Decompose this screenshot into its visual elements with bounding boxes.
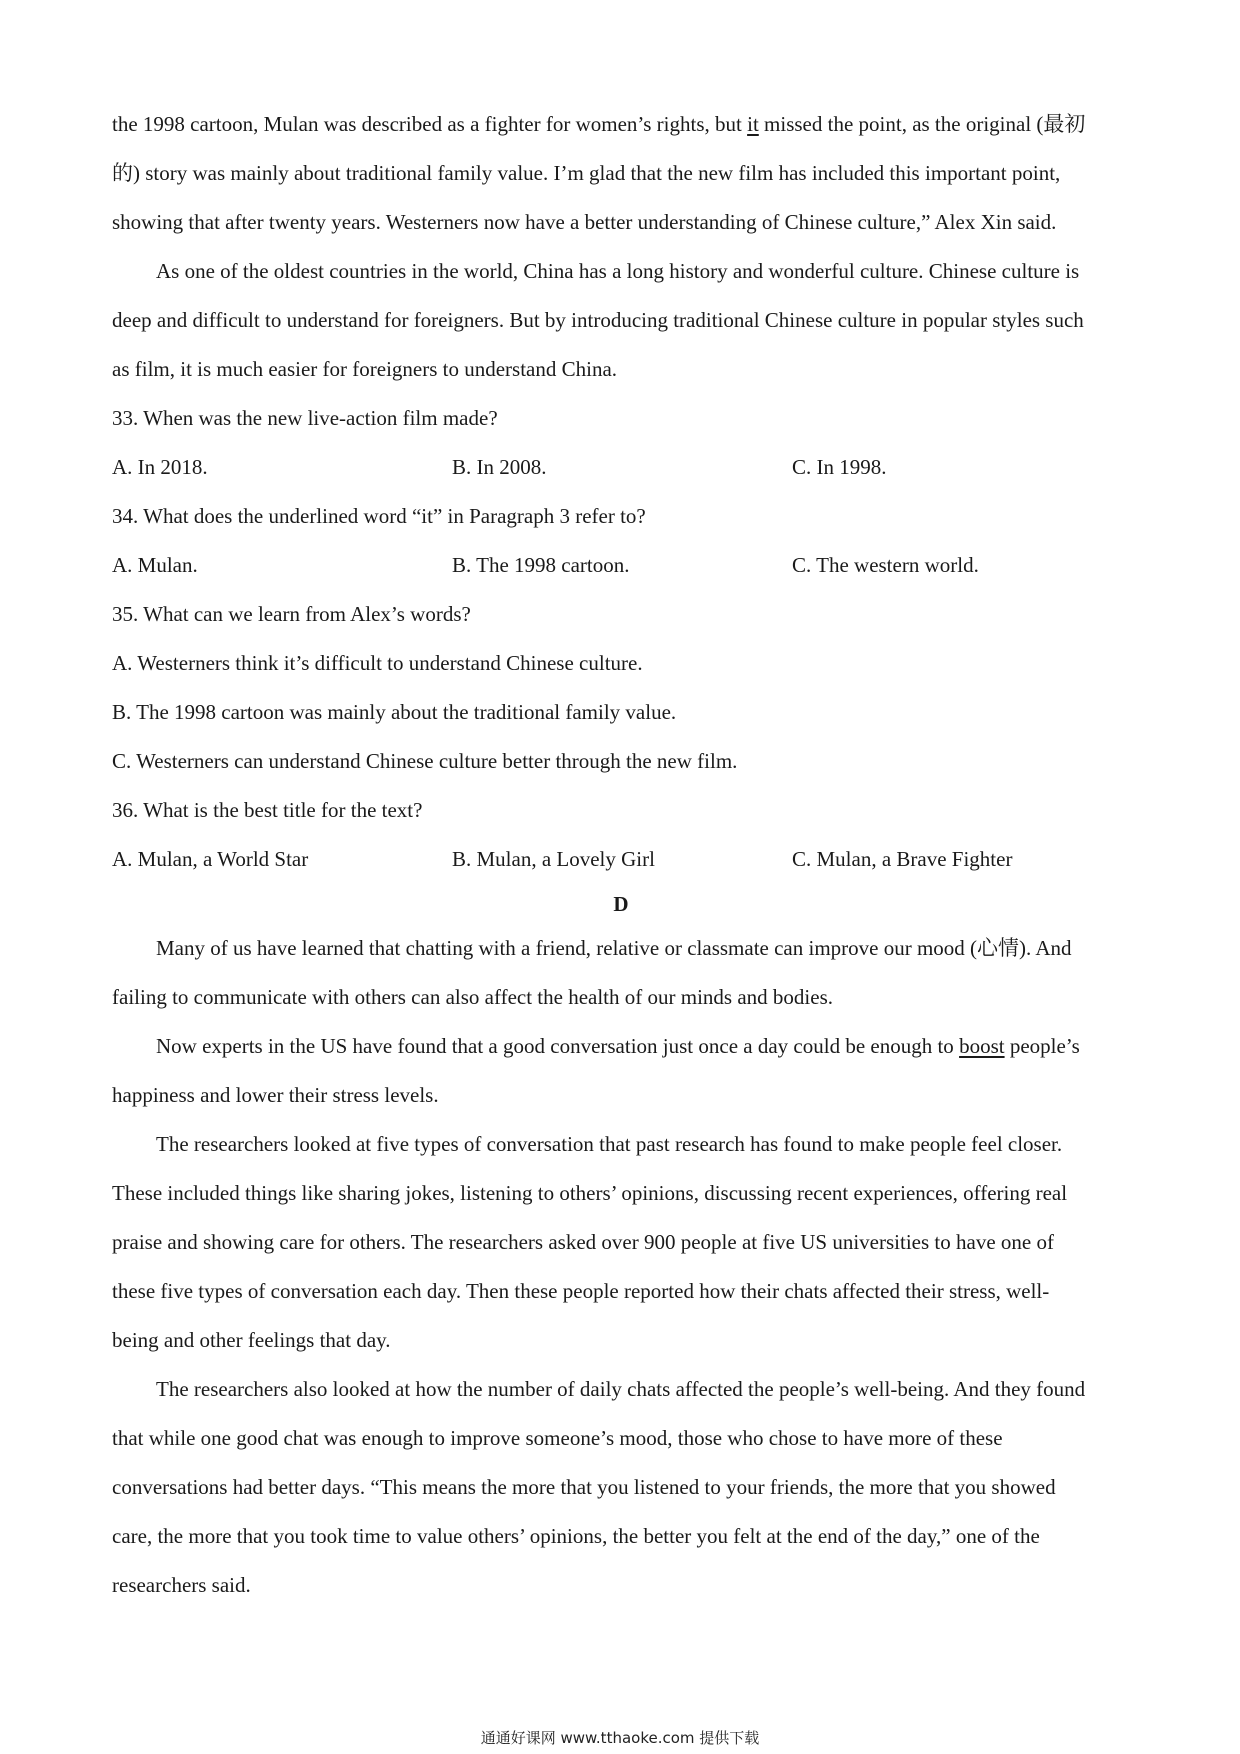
- option-b: B. Mulan, a Lovely Girl: [452, 847, 655, 871]
- passage-line: As one of the oldest countries in the world, China has a long history and wonderful culture. Chinese culture is: [156, 259, 1080, 283]
- option-a: A. Mulan.: [112, 553, 198, 577]
- page-content: [112, 100, 1130, 1610]
- passage-text: missed the point, as the original (最初: [758, 112, 1086, 136]
- option-c: C. The western world.: [792, 553, 979, 577]
- passage-text: the 1998 cartoon, Mulan was described as a fighter for women’s rights, but: [112, 112, 748, 136]
- passage-line: that while one good chat was enough to improve someone’s mood, those who chose to have more of these: [112, 1426, 1003, 1450]
- option-a: A. In 2018.: [112, 455, 208, 479]
- option-b: B. The 1998 cartoon was mainly about the traditional family value.: [112, 700, 677, 724]
- passage-line: as film, it is much easier for foreigners to understand China.: [112, 357, 618, 381]
- passage-line: these five types of conversation each day. Then these people reported how their chats affected their stress, well-: [112, 1279, 1050, 1303]
- underlined-word-it: it: [747, 112, 759, 136]
- passage-line: deep and difficult to understand for foreigners. But by introducing traditional Chinese culture in popular styles such: [112, 308, 1084, 332]
- passage-line: being and other feelings that day.: [112, 1328, 391, 1352]
- question-36-stem: 36. What is the best title for the text?: [112, 798, 423, 822]
- passage-line: [112, 1022, 1130, 1071]
- passage-line: praise and showing care for others. The researchers asked over 900 people at five US universities to have one of: [112, 1230, 1054, 1254]
- question-34-stem: 34. What does the underlined word “it” in Paragraph 3 refer to?: [112, 504, 646, 528]
- passage-text: Now experts in the US have found that a good conversation just once a day could be enough to: [156, 1034, 960, 1058]
- passage-line: Many of us have learned that chatting with a friend, relative or classmate can improve our mood (心情). And: [156, 936, 1072, 960]
- passage-line: The researchers looked at five types of conversation that past research has found to make people feel closer.: [156, 1132, 1063, 1156]
- option-b: B. The 1998 cartoon.: [452, 553, 630, 577]
- passage-line: The researchers also looked at how the number of daily chats affected the people’s well-being. And they found: [156, 1377, 1086, 1401]
- option-c: C. Mulan, a Brave Fighter: [792, 847, 1013, 871]
- option-a: A. Westerners think it’s difficult to understand Chinese culture.: [112, 651, 643, 675]
- passage-line: failing to communicate with others can also affect the health of our minds and bodies.: [112, 985, 833, 1009]
- question-35-stem: 35. What can we learn from Alex’s words?: [112, 602, 471, 626]
- page-footer: 通通好课网 www.tthaoke.com 提供下载: [480, 1729, 760, 1747]
- question-33-stem: 33. When was the new live-action film made?: [112, 406, 498, 430]
- passage-text: people’s: [1004, 1034, 1080, 1058]
- passage-line: care, the more that you took time to value others’ opinions, the better you felt at the end of the day,” one of the: [112, 1524, 1040, 1548]
- underlined-word-boost: boost: [959, 1034, 1005, 1058]
- section-heading: D: [613, 892, 629, 916]
- passage-line: conversations had better days. “This means the more that you listened to your friends, the more that you showed: [112, 1475, 1056, 1499]
- passage-line: happiness and lower their stress levels.: [112, 1083, 439, 1107]
- passage-line: showing that after twenty years. Westerners now have a better understanding of Chinese culture,” Alex Xin said.: [112, 210, 1057, 234]
- passage-line: These included things like sharing jokes, listening to others’ opinions, discussing recent experiences, offering real: [112, 1181, 1068, 1205]
- passage-line: researchers said.: [112, 1573, 251, 1597]
- question-33-options: [112, 443, 1130, 492]
- question-36-options: [112, 835, 1130, 884]
- option-c: C. Westerners can understand Chinese culture better through the new film.: [112, 749, 738, 773]
- option-a: A. Mulan, a World Star: [112, 847, 309, 871]
- question-34-options: [112, 541, 1130, 590]
- option-c: C. In 1998.: [792, 455, 887, 479]
- passage-line: 的) story was mainly about traditional family value. I’m glad that the new film has included this important point,: [112, 161, 1061, 185]
- passage-line: [112, 100, 1130, 149]
- option-b: B. In 2008.: [452, 455, 547, 479]
